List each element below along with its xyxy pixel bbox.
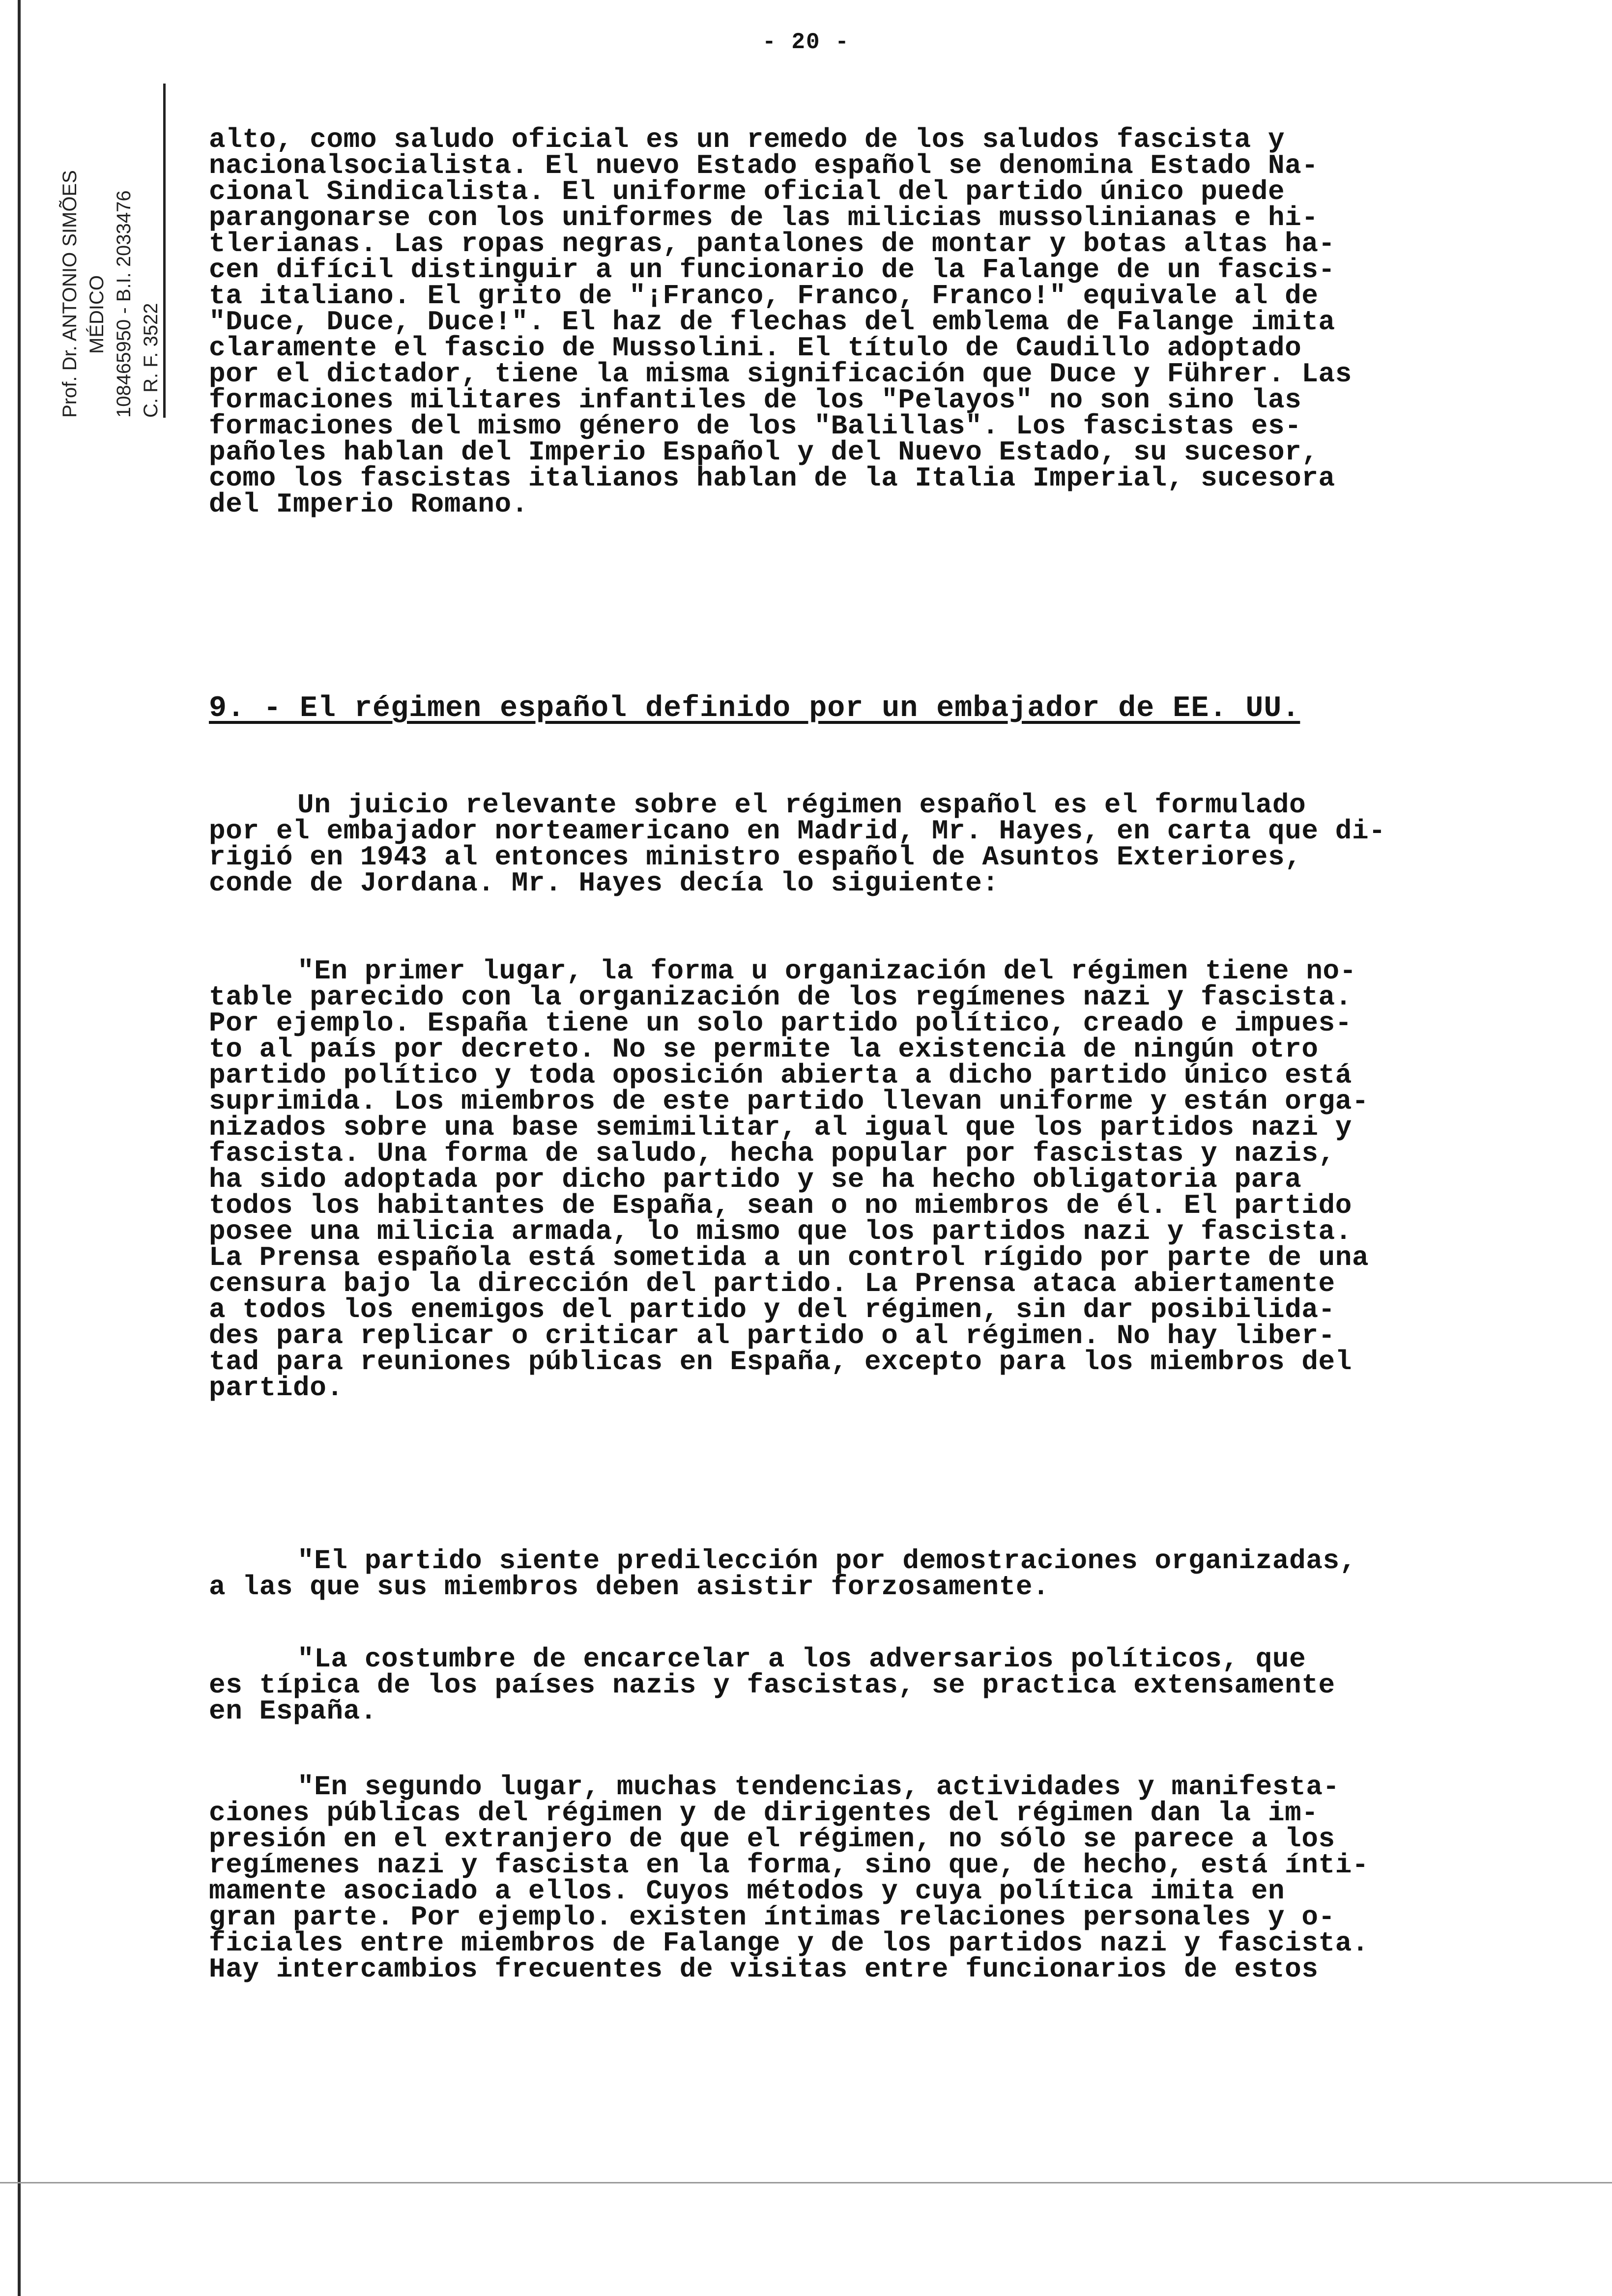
text-line: censura bajo la dirección del partido. La Prensa ataca abiertamente <box>209 1268 1335 1299</box>
section-heading-block <box>209 692 1546 725</box>
stamp-line-id: 108465950 - B.I. 2033476 <box>113 190 135 418</box>
text-line: nacionalsocialista. El nuevo Estado español se denomina Estado Na- <box>209 150 1319 181</box>
text-line: todos los habitantes de España, sean o no miembros de él. El partido <box>209 1190 1352 1221</box>
paragraph-1 <box>209 789 1546 821</box>
text-line: ta italiano. El grito de "¡Franco, Franco, Franco!" equivale al de <box>209 280 1319 312</box>
stamp-line-title: MÉDICO <box>86 275 108 354</box>
text-line: cen difícil distinguir a un funcionario de la Falange de un fascis- <box>209 254 1335 286</box>
text-line: claramente el fascio de Mussolini. El título de Caudillo adoptado <box>209 332 1302 364</box>
intro-paragraph <box>209 124 1546 520</box>
text-line: tlerianas. Las ropas negras, pantalones de montar y botas altas ha- <box>209 228 1335 259</box>
text-line: Por ejemplo. España tiene un solo partido político, creado e impues- <box>209 1007 1352 1039</box>
text-line: posee una milicia armada, lo mismo que los partidos nazi y fascista. <box>209 1216 1352 1247</box>
text-line: nizados sobre una base semimilitar, al igual que los partidos nazi y <box>209 1112 1352 1143</box>
text-line: ficiales entre miembros de Falange y de los partidos nazi y fascista. <box>209 1927 1369 1959</box>
stamp-rule <box>163 84 166 418</box>
text-line: parangonarse con los uniformes de las milicias mussolinianas e hi- <box>209 202 1319 233</box>
text-line: a todos los enemigos del partido y del régimen, sin dar posibilida- <box>209 1294 1335 1325</box>
text-line: des para replicar o criticar al partido o al régimen. No hay liber- <box>209 1320 1335 1351</box>
page-number: - 20 - <box>762 29 850 55</box>
paragraph-5 <box>209 1771 1546 1803</box>
paragraph-3-cont <box>209 1571 1546 1603</box>
text-line: fascista. Una forma de saludo, hecha popular por fascistas y nazis, <box>209 1138 1335 1169</box>
text-line: mamente asociado a ellos. Cuyos métodos y cuya política imita en <box>209 1875 1285 1907</box>
text-line: suprimida. Los miembros de este partido llevan uniforme y están orga- <box>209 1086 1369 1117</box>
paragraph-1-cont <box>209 815 1546 899</box>
text-line: partido político y toda oposición abierta a dicho partido único está <box>209 1060 1352 1091</box>
text-line: regímenes nazi y fascista en la forma, sino que, de hecho, está ínti- <box>209 1849 1369 1881</box>
text-line: gran parte. Por ejemplo. existen íntimas relaciones personales y o- <box>209 1901 1335 1933</box>
text-line: por el embajador norteamericano en Madrid, Mr. Hayes, en carta que di- <box>209 815 1386 847</box>
text-line: table parecido con la organización de los regímenes nazi y fascista. <box>209 981 1352 1013</box>
text-line: to al país por decreto. No se permite la existencia de ningún otro <box>209 1033 1319 1065</box>
text-line: "La costumbre de encarcelar a los adversarios políticos, que <box>297 1643 1306 1675</box>
text-line: Un juicio relevante sobre el régimen español es el formulado <box>297 789 1306 821</box>
scan-edge-bottom <box>0 2182 1612 2183</box>
paragraph-3 <box>209 1545 1546 1577</box>
text-line: "El partido siente predilección por demostraciones organizadas, <box>297 1545 1356 1577</box>
scan-edge-left <box>18 0 21 2296</box>
paragraph-4 <box>209 1643 1546 1675</box>
paragraph-4-cont <box>209 1669 1546 1727</box>
text-line: a las que sus miembros deben asistir forzosamente. <box>209 1571 1050 1603</box>
text-line: "Duce, Duce, Duce!". El haz de flechas del emblema de Falange imita <box>209 306 1335 338</box>
paragraph-2-cont <box>209 981 1546 1404</box>
text-line: rigió en 1943 al entonces ministro español de Asuntos Exteriores, <box>209 841 1302 873</box>
text-line: ciones públicas del régimen y de dirigentes del régimen dan la im- <box>209 1797 1319 1829</box>
text-line: cional Sindicalista. El uniforme oficial del partido único puede <box>209 176 1285 207</box>
text-line: en España. <box>209 1695 377 1727</box>
text-line: Hay intercambios frecuentes de visitas entre funcionarios de estos <box>209 1953 1319 1985</box>
section-heading: 9. - El régimen español definido por un embajador de EE. UU. <box>209 692 1300 725</box>
text-line: partido. <box>209 1372 344 1404</box>
text-line: tad para reuniones públicas en España, excepto para los miembros del <box>209 1346 1352 1378</box>
paragraph-5-cont <box>209 1797 1546 1985</box>
text-line: La Prensa española está sometida a un control rígido por parte de una <box>209 1242 1369 1273</box>
text-line: del Imperio Romano. <box>209 488 528 520</box>
text-line: "En segundo lugar, muchas tendencias, actividades y manifesta- <box>297 1771 1340 1803</box>
text-line: presión en el extranjero de que el régimen, no sólo se parece a los <box>209 1823 1335 1855</box>
text-line: pañoles hablan del Imperio Español y del Nuevo Estado, su sucesor, <box>209 436 1319 468</box>
paragraph-2 <box>209 955 1546 987</box>
stamp-line-crf: C. R. F. 3522 <box>140 303 162 418</box>
stamp-line-name: Prof. Dr. ANTONIO SIMÕES <box>59 170 81 418</box>
text-line: conde de Jordana. Mr. Hayes decía lo siguiente: <box>209 867 999 899</box>
text-line: es típica de los países nazis y fascistas, se practica extensamente <box>209 1669 1335 1701</box>
text-line: como los fascistas italianos hablan de la Italia Imperial, sucesora <box>209 462 1335 494</box>
text-line: "En primer lugar, la forma u organización del régimen tiene no- <box>297 955 1356 987</box>
text-line: ha sido adoptada por dicho partido y se ha hecho obligatoria para <box>209 1164 1302 1195</box>
text-line: alto, como saludo oficial es un remedo de los saludos fascista y <box>209 124 1285 155</box>
text-line: formaciones del mismo género de los "Balillas". Los fascistas es- <box>209 410 1302 442</box>
text-line: por el dictador, tiene la misma significación que Duce y Führer. Las <box>209 358 1352 390</box>
text-line: formaciones militares infantiles de los "Pelayos" no son sino las <box>209 384 1302 416</box>
